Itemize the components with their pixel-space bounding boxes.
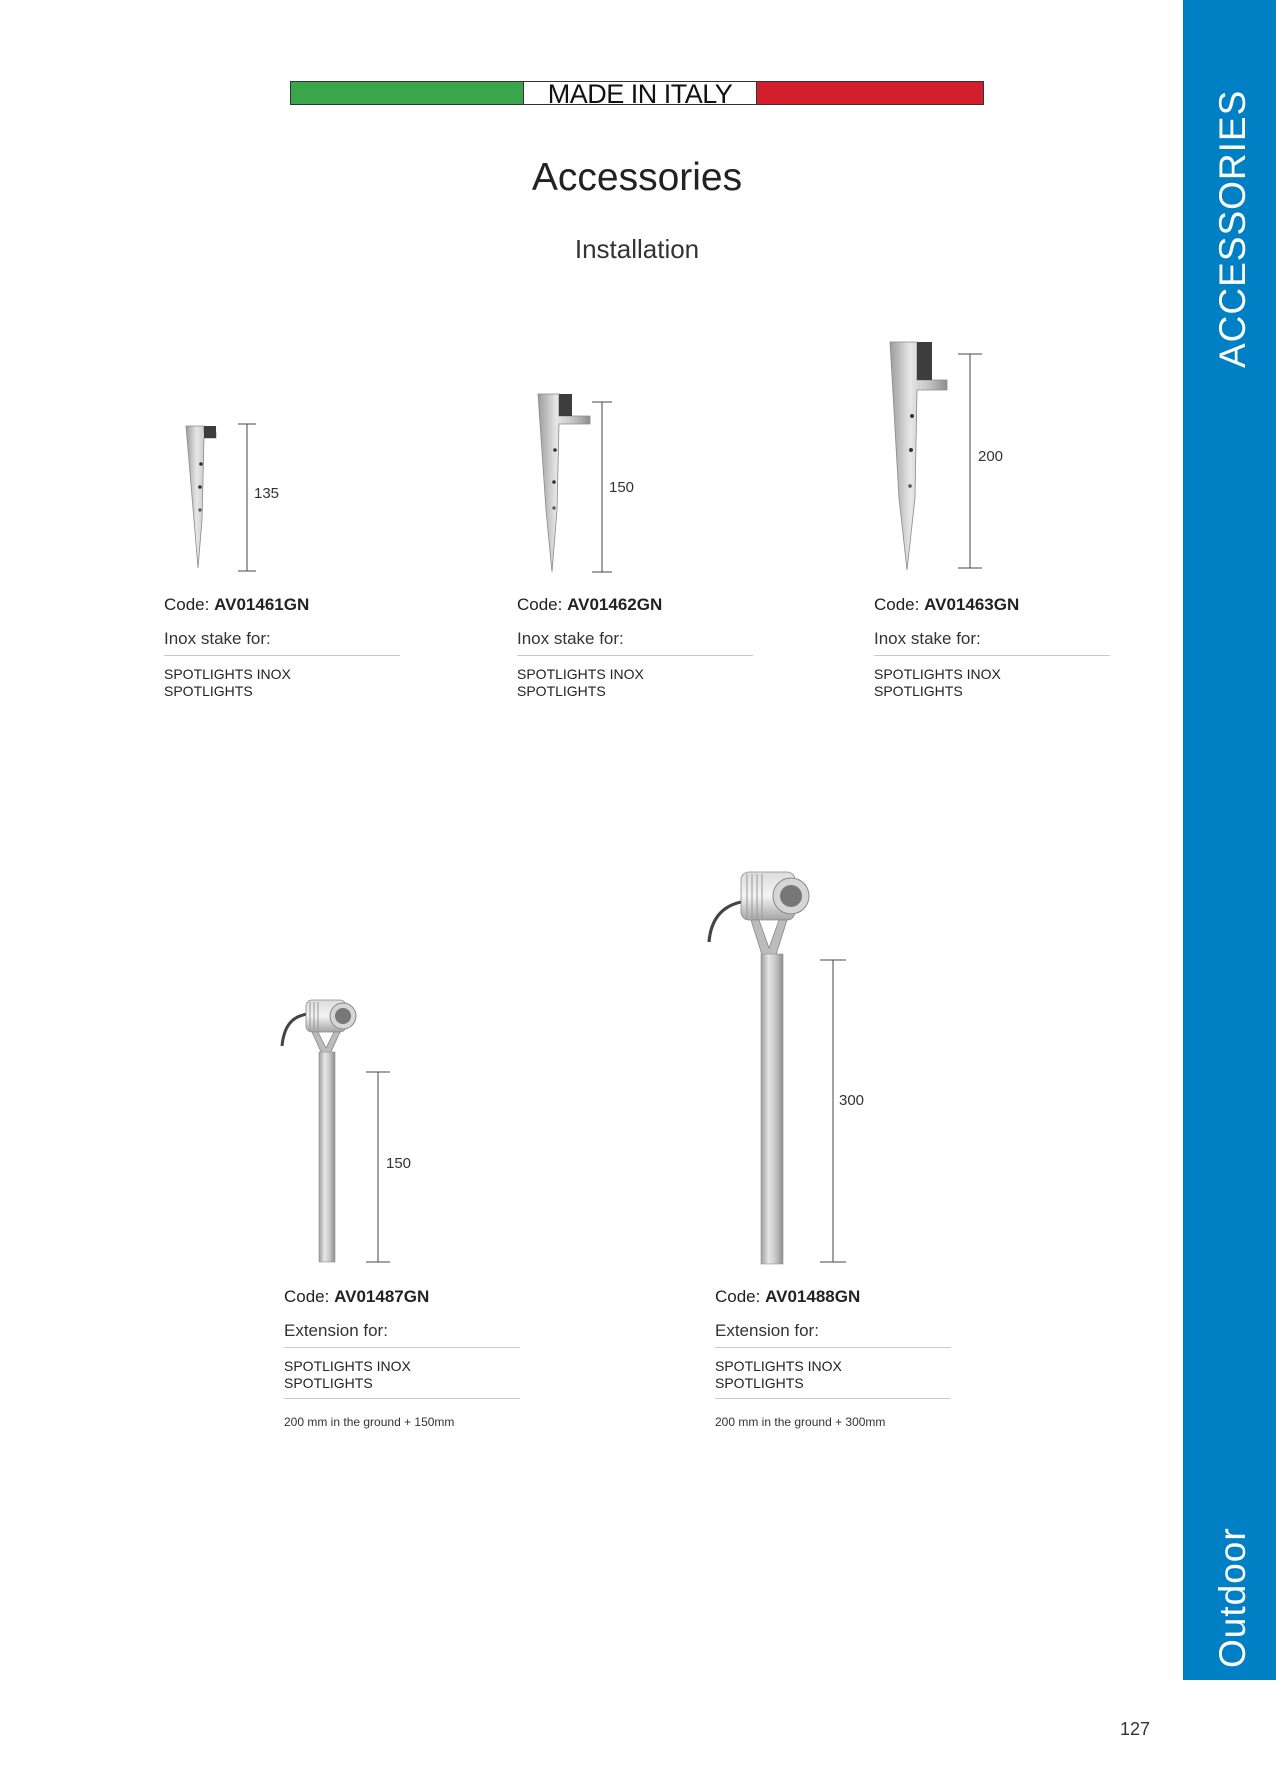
compatible-products [164,666,400,700]
compatible-item: SPOTLIGHTS [517,683,606,699]
code-value: AV01488GN [765,1287,861,1306]
code-label: Code: [517,595,563,614]
made-in-italy-banner [290,81,984,105]
compatible-products [284,1358,520,1399]
page-title: Accessories [531,156,743,199]
product-usage-label: Extension for: [715,1321,951,1348]
product-code [517,595,662,615]
flag-green-band [291,82,523,104]
code-value: AV01462GN [567,595,663,614]
stake-dimension-label: 135 [254,485,280,502]
code-value: AV01461GN [214,595,310,614]
code-value: AV01463GN [924,595,1020,614]
compatible-products [874,666,1110,700]
compatible-item: SPOTLIGHTS [284,1375,373,1391]
compatible-item: SPOTLIGHTS [164,683,253,699]
code-value: AV01487GN [334,1287,430,1306]
product-usage-label: Inox stake for: [874,629,1110,656]
compatible-item: SPOTLIGHTS [715,1375,804,1391]
product-usage-label: Extension for: [284,1321,520,1348]
stake-dimension-label: 200 [978,448,1004,465]
extension-dimension-label: 150 [386,1155,412,1172]
spotlight-extension-image [705,862,855,1267]
installation-note: 200 mm in the ground + 300mm [715,1415,886,1429]
made-in-italy-text: MADE IN ITALY [547,82,733,104]
code-label: Code: [874,595,920,614]
compatible-item: SPOTLIGHTS INOX [874,666,1001,682]
compatible-item: SPOTLIGHTS INOX [284,1358,411,1374]
extension-dimension-label: 300 [839,1092,865,1109]
product-usage-label: Inox stake for: [164,629,400,656]
page-subtitle: Installation [574,234,700,264]
spotlight-extension-image [278,992,398,1266]
compatible-item: SPOTLIGHTS INOX [164,666,291,682]
product-code [715,1287,860,1307]
code-label: Code: [715,1287,761,1306]
compatible-products [517,666,753,700]
code-label: Code: [284,1287,330,1306]
product-code [874,595,1019,615]
product-code [284,1287,429,1307]
page-number: 127 [1120,1719,1151,1739]
compatible-item: SPOTLIGHTS INOX [517,666,644,682]
compatible-products [715,1358,951,1399]
flag-white-band [523,82,757,104]
stake-dimension-label: 150 [609,479,635,496]
sidebar-section-label: ACCESSORIES [1212,89,1253,368]
product-code [164,595,309,615]
sidebar-category-label: Outdoor [1212,1527,1253,1668]
compatible-item: SPOTLIGHTS [874,683,963,699]
compatible-item: SPOTLIGHTS INOX [715,1358,842,1374]
product-usage-label: Inox stake for: [517,629,753,656]
installation-note: 200 mm in the ground + 150mm [284,1415,455,1429]
flag-red-band [757,82,983,104]
code-label: Code: [164,595,210,614]
